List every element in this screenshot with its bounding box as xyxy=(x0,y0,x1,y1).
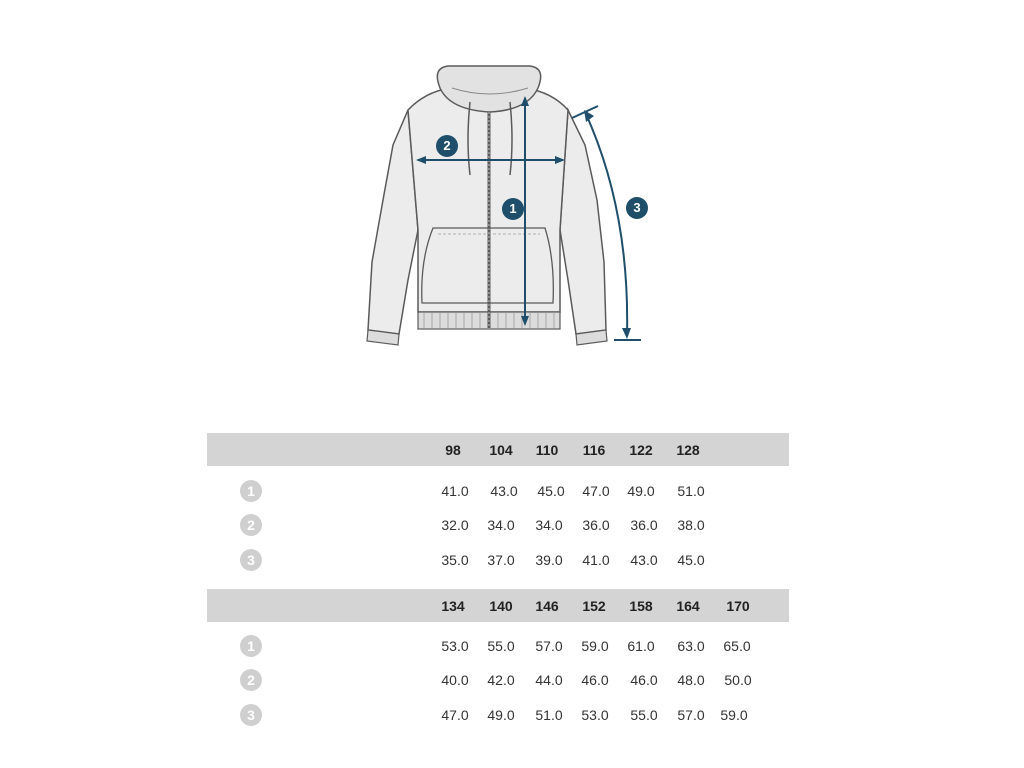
size-header: 122 xyxy=(629,442,653,458)
table-cell: 65.0 xyxy=(723,638,751,654)
table-cell: 36.0 xyxy=(582,517,610,533)
size-header: 110 xyxy=(535,442,559,458)
table-cell: 41.0 xyxy=(582,552,610,568)
row-marker: 3 xyxy=(240,549,262,571)
table-cell: 35.0 xyxy=(441,552,469,568)
table-cell: 47.0 xyxy=(582,483,610,499)
table-cell: 61.0 xyxy=(627,638,655,654)
table-cell: 37.0 xyxy=(487,552,515,568)
table-cell: 39.0 xyxy=(535,552,563,568)
size-header: 134 xyxy=(441,598,465,614)
size-table-1 xyxy=(207,433,789,583)
size-header: 158 xyxy=(629,598,653,614)
marker-3: 3 xyxy=(626,197,648,219)
right-sleeve xyxy=(560,110,606,334)
table-cell: 53.0 xyxy=(581,707,609,723)
table-cell: 42.0 xyxy=(487,672,515,688)
table-cell: 44.0 xyxy=(535,672,563,688)
table-cell: 53.0 xyxy=(441,638,469,654)
table-cell: 46.0 xyxy=(581,672,609,688)
table-cell: 43.0 xyxy=(630,552,658,568)
table-cell: 32.0 xyxy=(441,517,469,533)
table-cell: 45.0 xyxy=(537,483,565,499)
table-cell: 34.0 xyxy=(535,517,563,533)
size-header: 116 xyxy=(582,442,606,458)
table-cell: 41.0 xyxy=(441,483,469,499)
table-cell: 63.0 xyxy=(677,638,705,654)
table-cell: 40.0 xyxy=(441,672,469,688)
table-cell: 57.0 xyxy=(535,638,563,654)
table-cell: 47.0 xyxy=(441,707,469,723)
table-cell: 46.0 xyxy=(630,672,658,688)
row-marker: 1 xyxy=(240,480,262,502)
table-cell: 50.0 xyxy=(724,672,752,688)
table-cell: 34.0 xyxy=(487,517,515,533)
table-cell: 45.0 xyxy=(677,552,705,568)
table-cell: 49.0 xyxy=(487,707,515,723)
row-marker: 3 xyxy=(240,704,262,726)
table-cell: 59.0 xyxy=(720,707,748,723)
size-header: 146 xyxy=(535,598,559,614)
table-cell: 57.0 xyxy=(677,707,705,723)
size-header: 128 xyxy=(676,442,700,458)
marker-1: 1 xyxy=(502,198,524,220)
table-cell: 38.0 xyxy=(677,517,705,533)
row-marker: 2 xyxy=(240,669,262,691)
table-cell: 36.0 xyxy=(630,517,658,533)
row-marker: 2 xyxy=(240,514,262,536)
size-header: 152 xyxy=(582,598,606,614)
table-cell: 49.0 xyxy=(627,483,655,499)
size-header: 170 xyxy=(726,598,750,614)
marker-2: 2 xyxy=(436,135,458,157)
size-header: 104 xyxy=(489,442,513,458)
table-cell: 51.0 xyxy=(677,483,705,499)
table-cell: 48.0 xyxy=(677,672,705,688)
row-marker: 1 xyxy=(240,635,262,657)
table-cell: 55.0 xyxy=(630,707,658,723)
table-cell: 55.0 xyxy=(487,638,515,654)
table-cell: 59.0 xyxy=(581,638,609,654)
size-header: 140 xyxy=(489,598,513,614)
size-header: 98 xyxy=(445,442,461,458)
size-table-2 xyxy=(207,589,789,739)
table-cell: 51.0 xyxy=(535,707,563,723)
size-header: 164 xyxy=(676,598,700,614)
table-cell: 43.0 xyxy=(490,483,518,499)
